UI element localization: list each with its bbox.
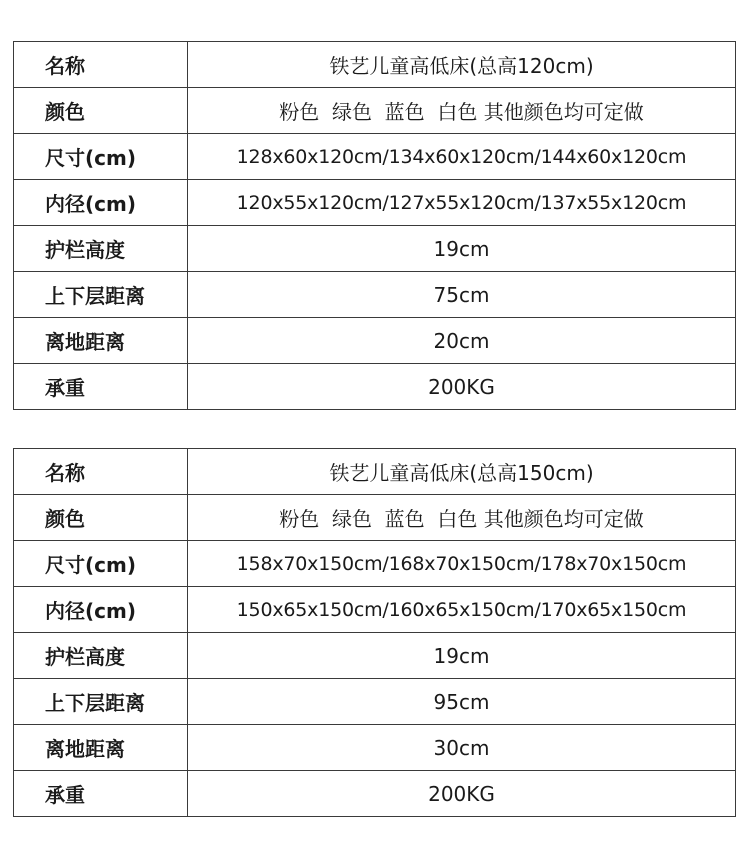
table-row <box>14 134 736 180</box>
row-label-ground-clearance: 离地距离 <box>14 318 188 364</box>
row-label-inner: 内径(cm) <box>14 587 188 633</box>
table-row <box>14 272 736 318</box>
row-label-color: 颜色 <box>14 88 188 134</box>
row-value-deck-distance: 75cm <box>188 272 736 318</box>
row-value-name: 铁艺儿童高低床(总高120cm) <box>188 42 736 88</box>
row-value-ground-clearance: 30cm <box>188 725 736 771</box>
table-row <box>14 633 736 679</box>
row-value-deck-distance: 95cm <box>188 679 736 725</box>
row-label-guardrail-height: 护栏高度 <box>14 226 188 272</box>
row-label-deck-distance: 上下层距离 <box>14 272 188 318</box>
row-value-guardrail-height: 19cm <box>188 633 736 679</box>
table-row <box>14 88 736 134</box>
row-label-load: 承重 <box>14 364 188 410</box>
row-value-color: 粉色 绿色 蓝色 白色 其他颜色均可定做 <box>188 495 736 541</box>
row-label-name: 名称 <box>14 449 188 495</box>
row-label-guardrail-height: 护栏高度 <box>14 633 188 679</box>
spec-table-120cm <box>13 41 736 410</box>
row-label-ground-clearance: 离地距离 <box>14 725 188 771</box>
row-value-inner: 120x55x120cm/127x55x120cm/137x55x120cm <box>188 180 736 226</box>
table-row <box>14 495 736 541</box>
row-value-color: 粉色 绿色 蓝色 白色 其他颜色均可定做 <box>188 88 736 134</box>
row-label-size: 尺寸(cm) <box>14 134 188 180</box>
row-value-load: 200KG <box>188 771 736 817</box>
row-label-size: 尺寸(cm) <box>14 541 188 587</box>
table-row <box>14 449 736 495</box>
table-row <box>14 541 736 587</box>
row-value-size: 128x60x120cm/134x60x120cm/144x60x120cm <box>188 134 736 180</box>
row-value-guardrail-height: 19cm <box>188 226 736 272</box>
table-row <box>14 226 736 272</box>
table-row <box>14 180 736 226</box>
row-label-color: 颜色 <box>14 495 188 541</box>
table-row <box>14 725 736 771</box>
row-label-inner: 内径(cm) <box>14 180 188 226</box>
table-row <box>14 364 736 410</box>
row-value-inner: 150x65x150cm/160x65x150cm/170x65x150cm <box>188 587 736 633</box>
row-value-ground-clearance: 20cm <box>188 318 736 364</box>
table-row <box>14 318 736 364</box>
row-label-deck-distance: 上下层距离 <box>14 679 188 725</box>
table-row <box>14 42 736 88</box>
row-value-name: 铁艺儿童高低床(总高150cm) <box>188 449 736 495</box>
table-row <box>14 587 736 633</box>
row-value-size: 158x70x150cm/168x70x150cm/178x70x150cm <box>188 541 736 587</box>
spec-table-150cm <box>13 448 736 817</box>
table-row <box>14 771 736 817</box>
row-label-name: 名称 <box>14 42 188 88</box>
table-row <box>14 679 736 725</box>
row-label-load: 承重 <box>14 771 188 817</box>
row-value-load: 200KG <box>188 364 736 410</box>
